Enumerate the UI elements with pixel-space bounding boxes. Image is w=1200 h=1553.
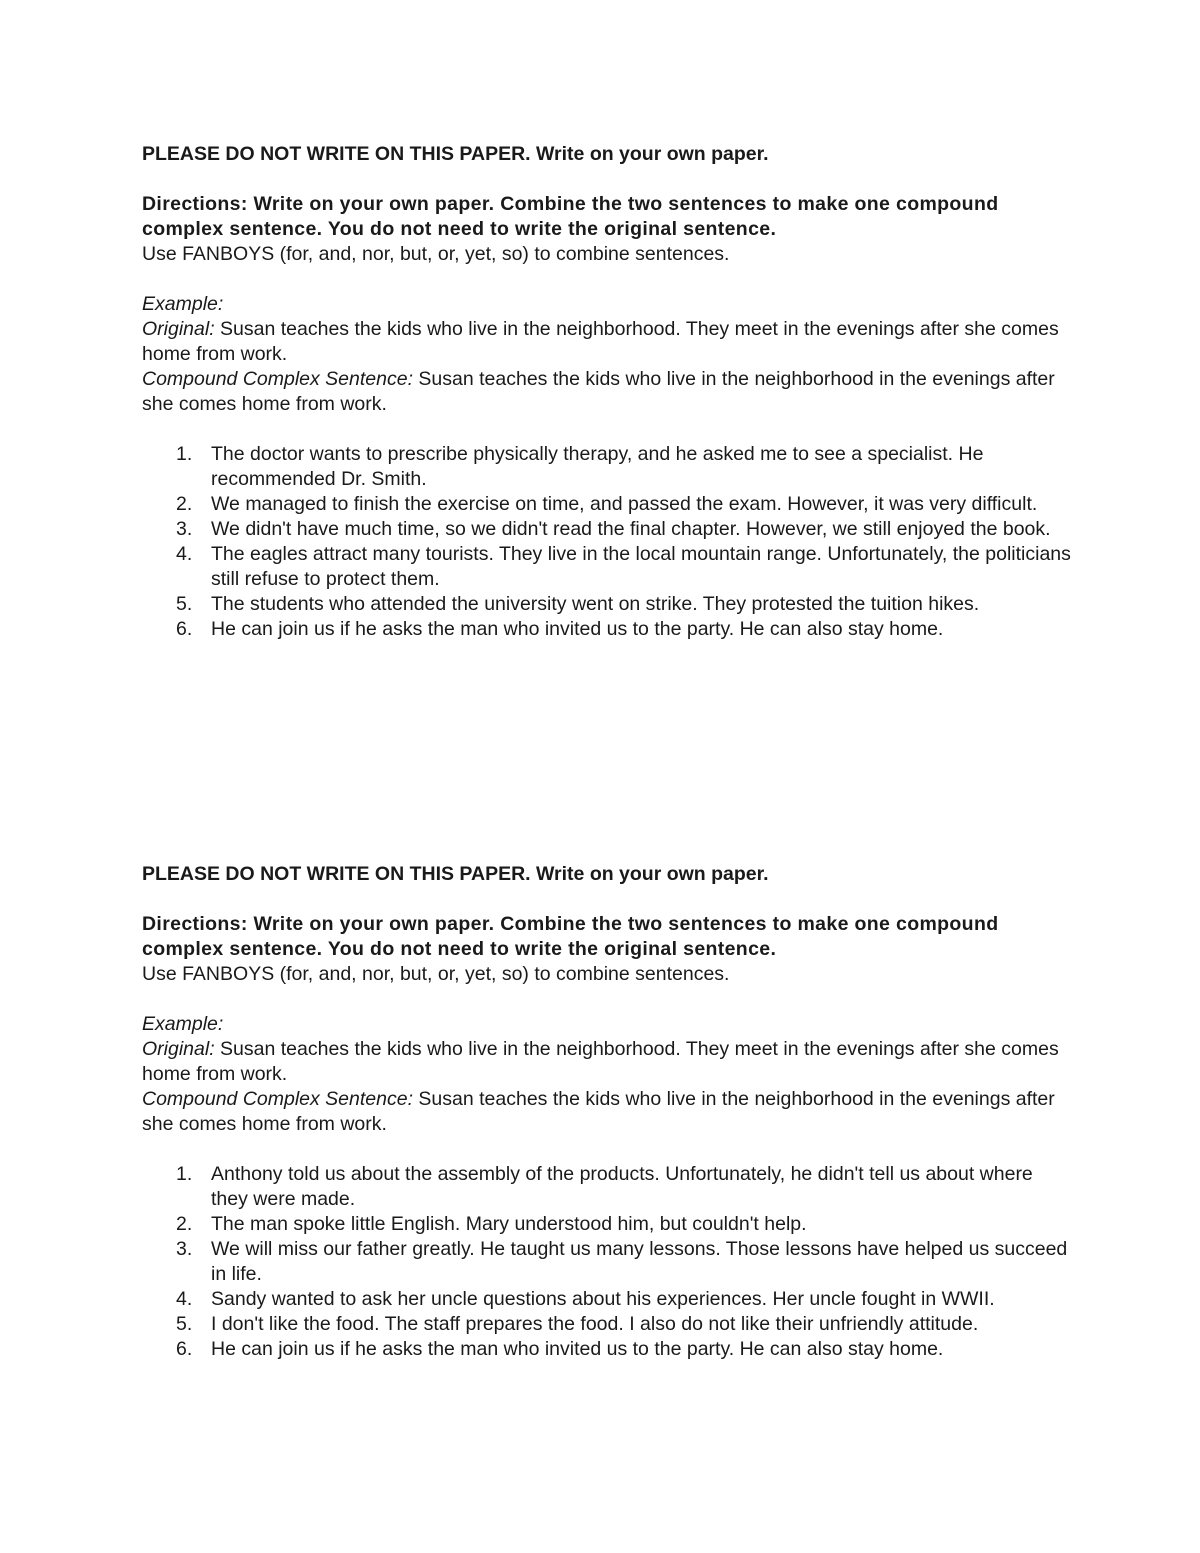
- item-text: We managed to finish the exercise on time, and passed the exam. However, it was very difficult.: [211, 493, 1038, 515]
- compound-text: Susan teaches the kids who live in the neighborhood in the evenings after she comes home from work.: [142, 1088, 1055, 1135]
- item-number: 5.: [176, 593, 193, 615]
- item-text: The students who attended the university went on strike. They protested the tuition hikes.: [211, 593, 980, 615]
- item-text: The doctor wants to prescribe physically therapy, and he asked me to see a specialist. He recommended Dr. Smith.: [211, 443, 984, 490]
- example-block: [142, 1012, 1072, 1137]
- item-text: We will miss our father greatly. He taught us many lessons. Those lessons have helped us succeed in life.: [211, 1238, 1068, 1285]
- item-number: 1.: [176, 443, 193, 465]
- notice-heading: PLEASE DO NOT WRITE ON THIS PAPER. Write on your own paper.: [142, 863, 769, 885]
- directions-text: Directions: Write on your own paper. Combine the two sentences to make one compound complex sentence. You do not need to write the original sentence.: [142, 193, 999, 240]
- item-text: I don't like the food. The staff prepares the food. I also do not like their unfriendly attitude.: [211, 1313, 979, 1335]
- compound-example: [142, 367, 1072, 417]
- list-item: [142, 542, 1072, 592]
- item-text: The eagles attract many tourists. They live in the local mountain range. Unfortunately, the politicians still refuse to protect them.: [211, 543, 1071, 590]
- list-item: [142, 617, 1072, 642]
- item-number: 3.: [176, 1238, 193, 1260]
- original-example: [142, 317, 1072, 367]
- item-text: Anthony told us about the assembly of the products. Unfortunately, he didn't tell us about where they were made.: [211, 1163, 1033, 1210]
- list-item: [142, 1162, 1072, 1212]
- example-label: Example:: [142, 1013, 224, 1035]
- original-text: Susan teaches the kids who live in the neighborhood. They meet in the evenings after she comes home from work.: [142, 1038, 1059, 1085]
- item-text: He can join us if he asks the man who invited us to the party. He can also stay home.: [211, 618, 944, 640]
- original-label: Original:: [142, 1038, 215, 1060]
- item-number: 1.: [176, 1163, 193, 1185]
- list-item: [142, 1337, 1072, 1362]
- item-number: 6.: [176, 618, 193, 640]
- example-block: [142, 292, 1072, 417]
- list-item: [142, 1212, 1072, 1237]
- item-text: We didn't have much time, so we didn't read the final chapter. However, we still enjoyed the book.: [211, 518, 1051, 540]
- list-item: [142, 1237, 1072, 1287]
- item-number: 2.: [176, 1213, 193, 1235]
- worksheet-section-2: [142, 862, 1072, 1362]
- list-item: [142, 442, 1072, 492]
- item-text: He can join us if he asks the man who invited us to the party. He can also stay home.: [211, 1338, 944, 1360]
- fanboys-instruction: Use FANBOYS (for, and, nor, but, or, yet, so) to combine sentences.: [142, 243, 730, 265]
- item-number: 4.: [176, 1288, 193, 1310]
- list-item: [142, 592, 1072, 617]
- original-example: [142, 1037, 1072, 1087]
- list-item: [142, 1287, 1072, 1312]
- item-number: 3.: [176, 518, 193, 540]
- notice-heading: PLEASE DO NOT WRITE ON THIS PAPER. Write on your own paper.: [142, 143, 769, 165]
- original-text: Susan teaches the kids who live in the neighborhood. They meet in the evenings after she comes home from work.: [142, 318, 1059, 365]
- compound-label: Compound Complex Sentence:: [142, 368, 413, 390]
- list-item: [142, 517, 1072, 542]
- worksheet-section-1: [142, 142, 1072, 642]
- item-number: 4.: [176, 543, 193, 565]
- directions-text: Directions: Write on your own paper. Combine the two sentences to make one compound complex sentence. You do not need to write the original sentence.: [142, 913, 999, 960]
- item-number: 6.: [176, 1338, 193, 1360]
- exercise-list: [142, 1162, 1072, 1362]
- item-text: The man spoke little English. Mary understood him, but couldn't help.: [211, 1213, 807, 1235]
- compound-label: Compound Complex Sentence:: [142, 1088, 413, 1110]
- list-item: [142, 492, 1072, 517]
- fanboys-instruction: Use FANBOYS (for, and, nor, but, or, yet, so) to combine sentences.: [142, 963, 730, 985]
- compound-text: Susan teaches the kids who live in the neighborhood in the evenings after she comes home from work.: [142, 368, 1055, 415]
- example-label: Example:: [142, 293, 224, 315]
- list-item: [142, 1312, 1072, 1337]
- item-text: Sandy wanted to ask her uncle questions about his experiences. Her uncle fought in WWII.: [211, 1288, 995, 1310]
- item-number: 5.: [176, 1313, 193, 1335]
- exercise-list: [142, 442, 1072, 642]
- compound-example: [142, 1087, 1072, 1137]
- item-number: 2.: [176, 493, 193, 515]
- original-label: Original:: [142, 318, 215, 340]
